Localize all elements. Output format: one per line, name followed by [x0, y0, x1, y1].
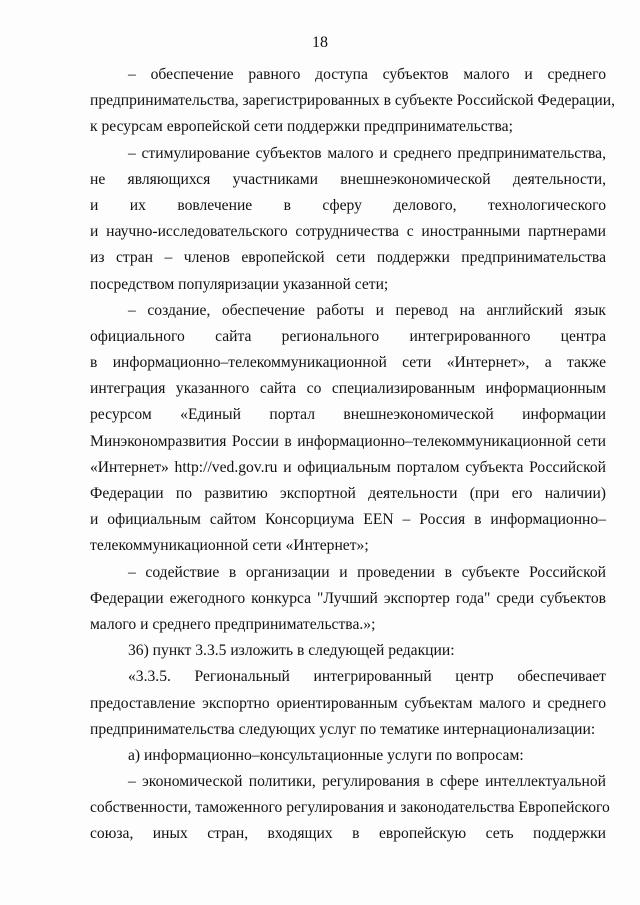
text-line: а) информационно–консультационные услуги по вопросам: [128, 746, 524, 764]
text-line: из стран – членов европейской сети поддержки предпринимательства [90, 249, 606, 267]
text-line: в информационно–телекоммуникационной сети «Интернет», а также [90, 354, 606, 372]
text-line: предоставление экспортно ориентированным субъектам малого и среднего [90, 694, 606, 712]
text-line: интеграция указанного сайта со специализированным информационным [90, 380, 606, 398]
text-line: и их вовлечение в сферу делового, технологического [90, 196, 606, 214]
text-line: – экономической политики, регулирования в сфере интеллектуальной [128, 773, 606, 791]
text-line: и официальным сайтом Консорциума EEN – Россия в информационно– [90, 511, 606, 529]
text-line: официального сайта регионального интегрированного центра [90, 327, 606, 345]
text-line: малого и среднего предпринимательства.»; [90, 615, 376, 633]
text-line: Федерации ежегодного конкурса "Лучший экспортер года" среди субъектов [90, 589, 606, 607]
text-line: Минэкономразвития России в информационно–телекоммуникационной сети [90, 432, 606, 450]
text-line: телекоммуникационной сети «Интернет»; [90, 537, 369, 555]
text-line: Федерации по развитию экспортной деятельности (при его наличии) [90, 485, 606, 502]
text-line: – содействие в организации и проведении в субъекте Российской [128, 563, 606, 581]
page-number: 18 [312, 34, 328, 51]
text-line: – обеспечение равного доступа субъектов малого и среднего [128, 66, 606, 83]
text-line: не являющихся участниками внешнеэкономической деятельности, [90, 170, 606, 188]
text-line: – стимулирование субъектов малого и среднего предпринимательства, [128, 144, 606, 162]
text-line: и научно-исследовательского сотрудничества с иностранными партнерами [90, 223, 606, 241]
text-line: ресурсом «Единый портал внешнеэкономической информации [90, 406, 606, 424]
text-line: 36) пункт 3.3.5 изложить в следующей редакции: [128, 642, 455, 660]
text-line: предпринимательства, зарегистрированных в субъекте Российской Федерации, [90, 92, 616, 110]
text-line: «Интернет» http://ved.gov.ru и официальным порталом субъекта Российской [90, 458, 606, 476]
text-line: посредством популяризации указанной сети; [90, 275, 389, 293]
document-body [90, 62, 616, 848]
text-line: к ресурсам европейской сети поддержки предпринимательства; [90, 118, 513, 136]
text-line: собственности, таможенного регулирования и законодательства Европейского [90, 799, 610, 817]
text-line: союза, иных стран, входящих в европейскую сеть поддержки [90, 825, 606, 843]
text-line: предпринимательства следующих услуг по тематике интернационализации: [90, 720, 596, 738]
text-line: «3.3.5. Региональный интегрированный центр обеспечивает [128, 668, 606, 686]
text-line: – создание, обеспечение работы и перевод на английский язык [128, 301, 606, 319]
